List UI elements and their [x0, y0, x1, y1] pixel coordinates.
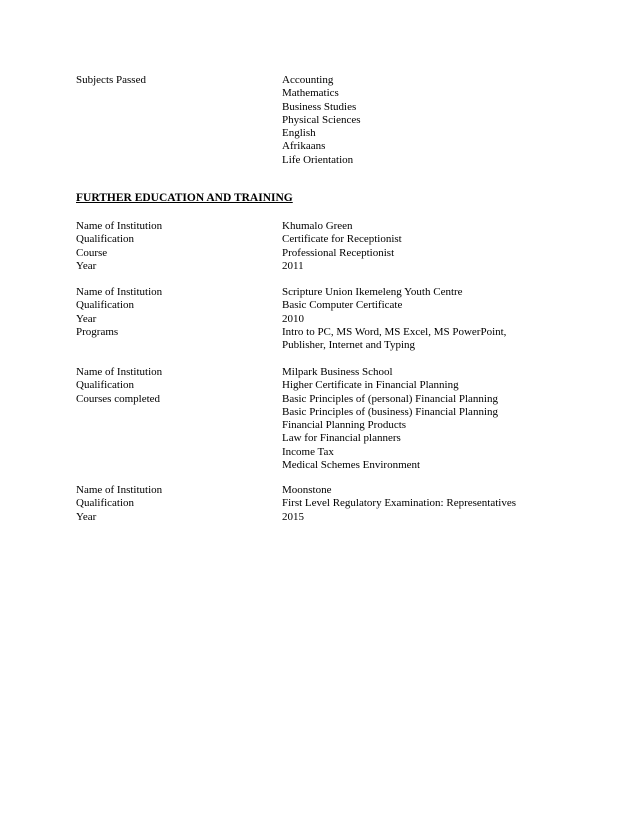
education-entry: [76, 484, 556, 524]
row-value: First Level Regulatory Examination: Representatives: [282, 497, 516, 510]
row-value: 2010: [282, 312, 304, 325]
entry-row: [76, 379, 556, 392]
entry-row: [76, 366, 556, 379]
entry-row: [76, 247, 556, 260]
row-value: Income Tax: [282, 445, 334, 458]
row-values: [282, 220, 556, 233]
row-value: Professional Receptionist: [282, 246, 395, 259]
row-value: Milpark Business School: [282, 366, 393, 378]
row-label: Name of Institution: [76, 220, 163, 232]
subjects-passed-section: [76, 74, 556, 167]
row-label: Name of Institution: [76, 484, 163, 496]
subject-item: Accounting: [282, 74, 334, 86]
row-values: [282, 299, 556, 312]
row-label: Qualification: [76, 379, 135, 392]
row-value: Scripture Union Ikemeleng Youth Centre: [282, 286, 463, 298]
entry-row: [76, 511, 556, 524]
subject-item: Afrikaans: [282, 140, 326, 153]
row-values: [282, 379, 556, 392]
row-label: Year: [76, 510, 97, 523]
row-label: Courses completed: [76, 392, 161, 405]
subject-item: Life Orientation: [282, 153, 354, 166]
row-label: Qualification: [76, 299, 135, 312]
row-value: Khumalo Green: [282, 220, 353, 232]
row-values: [282, 484, 556, 497]
entry-row: [76, 484, 556, 497]
row-values: [282, 247, 556, 260]
subject-item: English: [282, 127, 316, 140]
row-value: Medical Schemes Environment: [282, 459, 421, 472]
entry-row: [76, 260, 556, 273]
row-value: 2015: [282, 510, 304, 523]
row-label: Year: [76, 312, 97, 325]
row-value: Moonstone: [282, 484, 332, 496]
row-values: [282, 497, 556, 510]
row-label: Programs: [76, 325, 119, 338]
row-label: Name of Institution: [76, 366, 163, 378]
entry-row: [76, 286, 556, 299]
row-values: [282, 233, 556, 246]
row-values: [282, 326, 556, 353]
row-value: Basic Principles of (personal) Financial Planning: [282, 392, 498, 405]
row-values: [282, 286, 556, 299]
row-label: Qualification: [76, 497, 135, 510]
subjects-label: Subjects Passed: [76, 74, 146, 86]
row-value: Higher Certificate in Financial Planning: [282, 379, 459, 392]
subjects-list: [282, 74, 556, 167]
row-label: Qualification: [76, 233, 135, 246]
row-value: Certificate for Receptionist: [282, 233, 402, 246]
row-value: Financial Planning Products: [282, 419, 407, 432]
entry-row: [76, 497, 556, 510]
education-entry: [76, 286, 556, 352]
row-value: Intro to PC, MS Word, MS Excel, MS PowerPoint,: [282, 325, 507, 338]
subject-item: Business Studies: [282, 100, 357, 113]
row-label: Year: [76, 259, 97, 272]
subject-item: Mathematics: [282, 87, 339, 100]
subject-item: Physical Sciences: [282, 113, 361, 126]
entry-row: [76, 326, 556, 353]
subjects-row: [76, 74, 556, 167]
row-values: [282, 313, 556, 326]
row-values: [282, 260, 556, 273]
row-label: Name of Institution: [76, 286, 163, 298]
row-values: [282, 393, 556, 473]
education-entry: [76, 220, 556, 273]
row-value: Publisher, Internet and Typing: [282, 339, 416, 352]
row-value: Basic Principles of (business) Financial Planning: [282, 405, 498, 418]
row-values: [282, 366, 556, 379]
row-value: Law for Financial planners: [282, 432, 401, 445]
education-entry: [76, 366, 556, 472]
entry-row: [76, 393, 556, 473]
row-value: Basic Computer Certificate: [282, 299, 403, 312]
row-value: 2011: [282, 259, 304, 272]
row-label: Course: [76, 246, 108, 259]
entry-row: [76, 233, 556, 246]
section-heading: FURTHER EDUCATION AND TRAINING: [76, 192, 293, 204]
row-values: [282, 511, 556, 524]
entry-row: [76, 313, 556, 326]
entry-row: [76, 220, 556, 233]
entry-row: [76, 299, 556, 312]
